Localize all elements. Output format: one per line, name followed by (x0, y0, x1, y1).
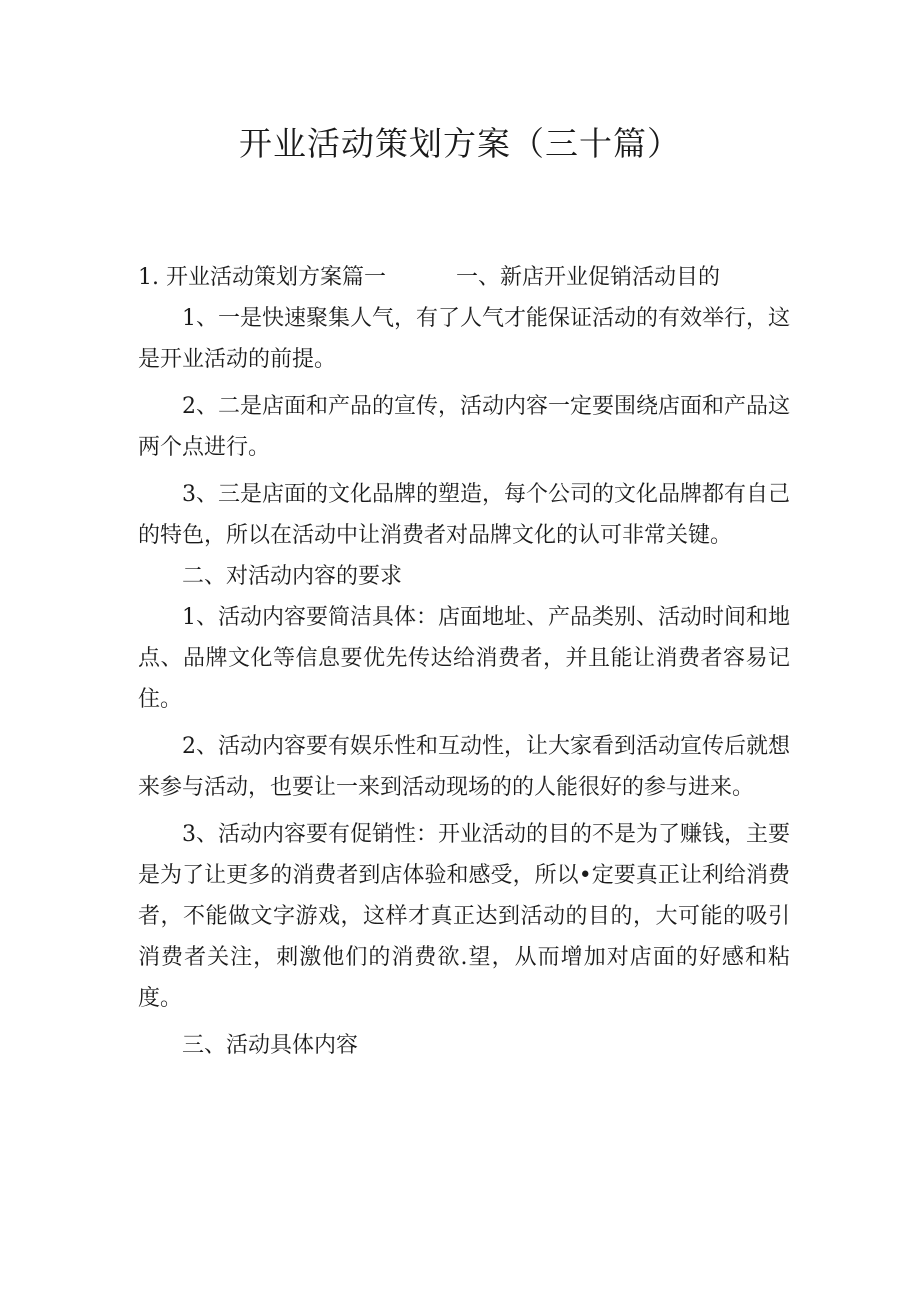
paragraph: 1、活动内容要简洁具体：店面地址、产品类别、活动时间和地点、品牌文化等信息要优先传达给消费者，并且能让消费者容易记住。 (138, 605, 790, 712)
paragraph: 3、活动内容要有促销性：开业活动的目的不是为了赚钱，主要是为了让更多的消费者到店体验和感受，所以•定要真正让利给消费者，不能做文字游戏，这样才真正达到活动的目的，大可能的吸引消费者关注，刺激他们的消费欲.望，从而增加对店面的好感和粘度。 (138, 822, 790, 1011)
section-heading: 二、对活动内容的要求 (182, 564, 403, 589)
section-heading: 一、新店开业促销活动目的 (455, 265, 720, 290)
document-body (138, 257, 790, 1066)
document-title: 开业活动策划方案（三十篇） (239, 124, 681, 163)
article-heading: 1. 开业活动策划方案篇一 (138, 265, 386, 290)
section-heading-line (138, 257, 790, 298)
paragraph: 2、二是店面和产品的宣传，活动内容一定要围绕店面和产品这两个点进行。 (138, 394, 790, 460)
paragraph: 2、活动内容要有娱乐性和互动性，让大家看到活动宣传后就想来参与活动，也要让一来到活动现场的的人能很好的参与进来。 (138, 734, 790, 800)
paragraph: 3、三是店面的文化品牌的塑造，每个公司的文化品牌都有自己的特色，所以在活动中让消费者对品牌文化的认可非常关键。 (138, 482, 790, 548)
paragraph: 1、一是快速聚集人气，有了人气才能保证活动的有效举行，这是开业活动的前提。 (138, 306, 790, 372)
section-heading: 三、活动具体内容 (182, 1033, 359, 1058)
